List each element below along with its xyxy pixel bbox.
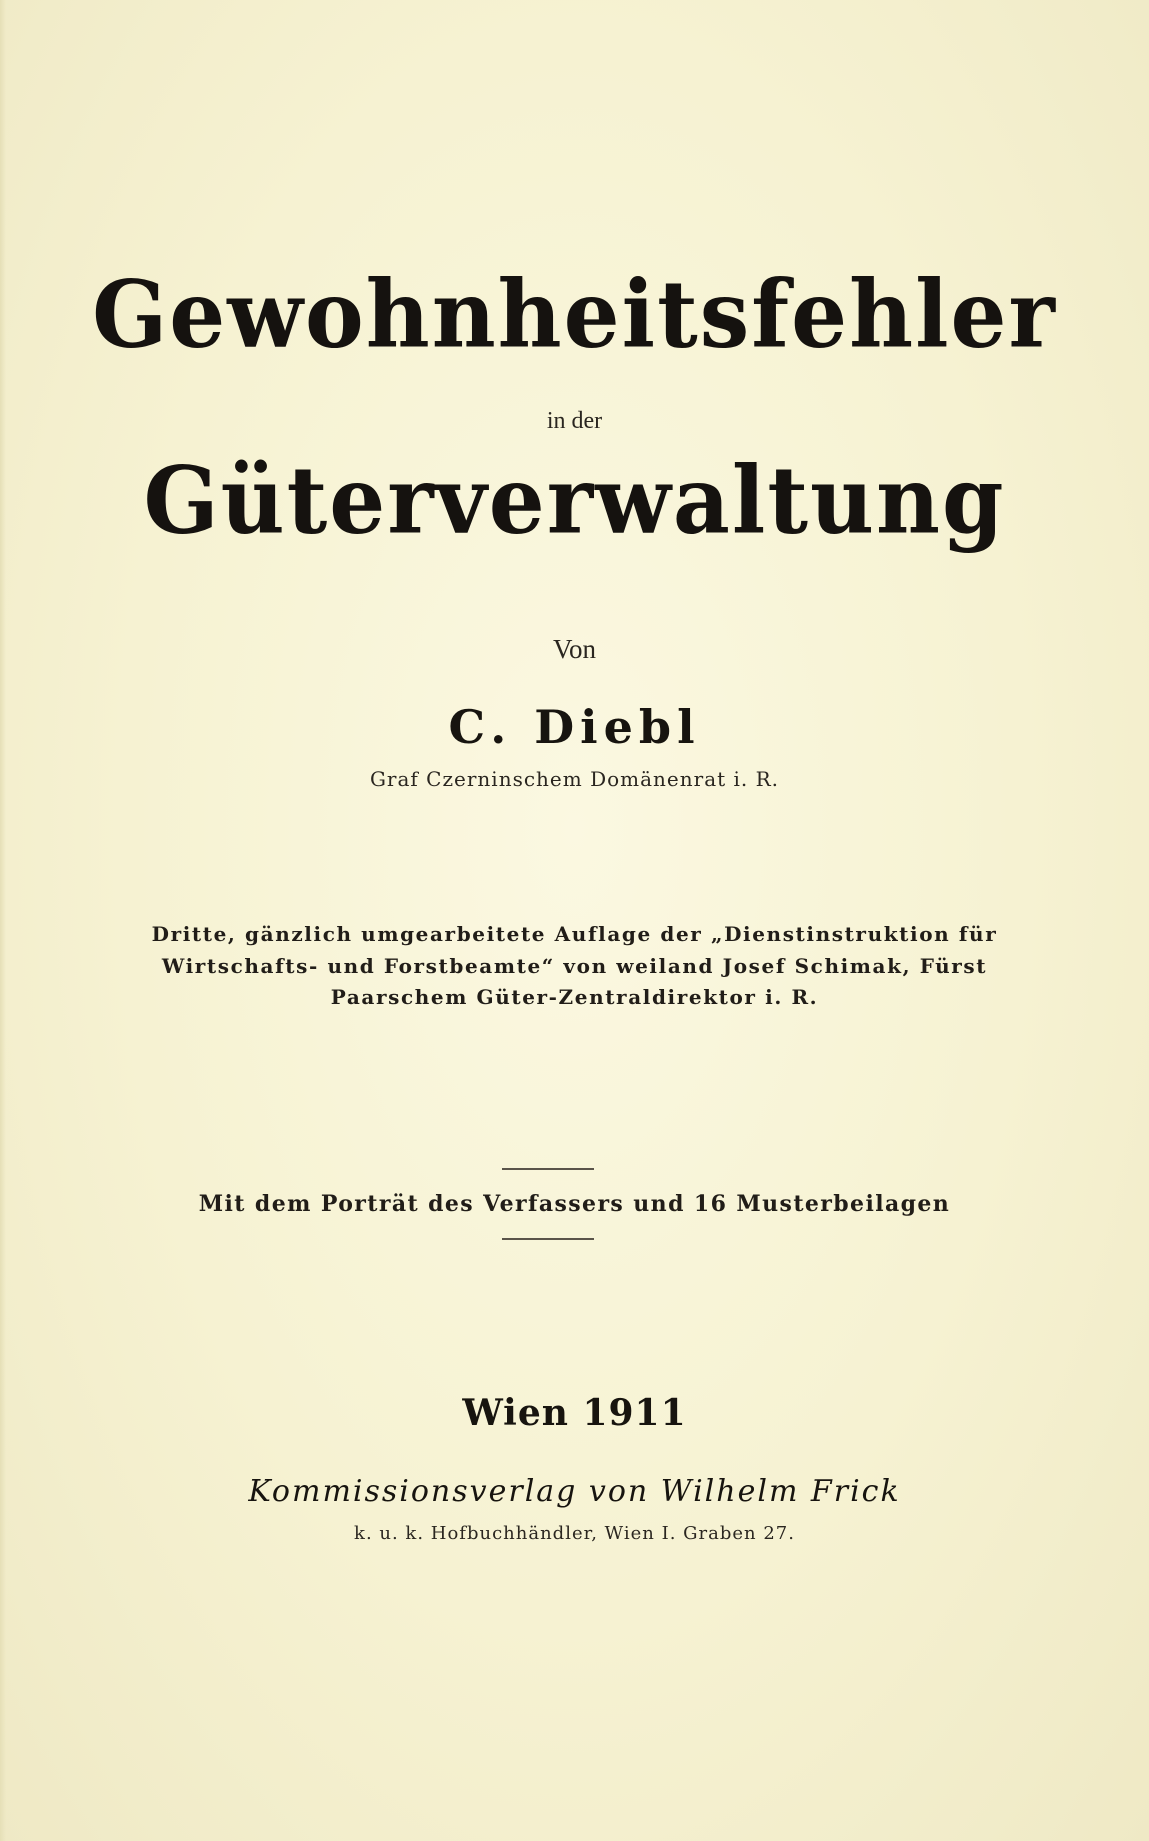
author-description: Graf Czerninschem Domänenrat i. R. (369, 767, 780, 791)
rule-bottom (502, 1238, 594, 1240)
publisher-name: Kommissionsverlag von Wilhelm Frick (248, 1474, 901, 1509)
publisher-detail: k. u. k. Hofbuchhändler, Wien I. Graben 27. (354, 1523, 795, 1544)
title-line-1: Gewohnheitsfehler (92, 259, 1057, 369)
title-connector: in der (546, 408, 603, 434)
edition-note-line-3: Paarschem Güter-Zentraldirektor i. R. (330, 985, 819, 1009)
title-line-2: Güterverwaltung (143, 445, 1006, 555)
edition-note-line-2: Wirtschafts- und Forstbeamte“ von weiland Josef Schimak, Fürst (161, 954, 988, 978)
supplement-note: Mit dem Porträt des Verfassers und 16 Musterbeilagen (198, 1191, 951, 1217)
place-and-year: Wien 1911 (462, 1392, 687, 1434)
edition-note-line-1: Dritte, gänzlich umgearbeitete Auflage der „Dienstinstruktion für (151, 922, 998, 946)
author-name: C. Diebl (448, 700, 701, 754)
rule-top (502, 1168, 594, 1170)
author-by: Von (552, 634, 597, 664)
